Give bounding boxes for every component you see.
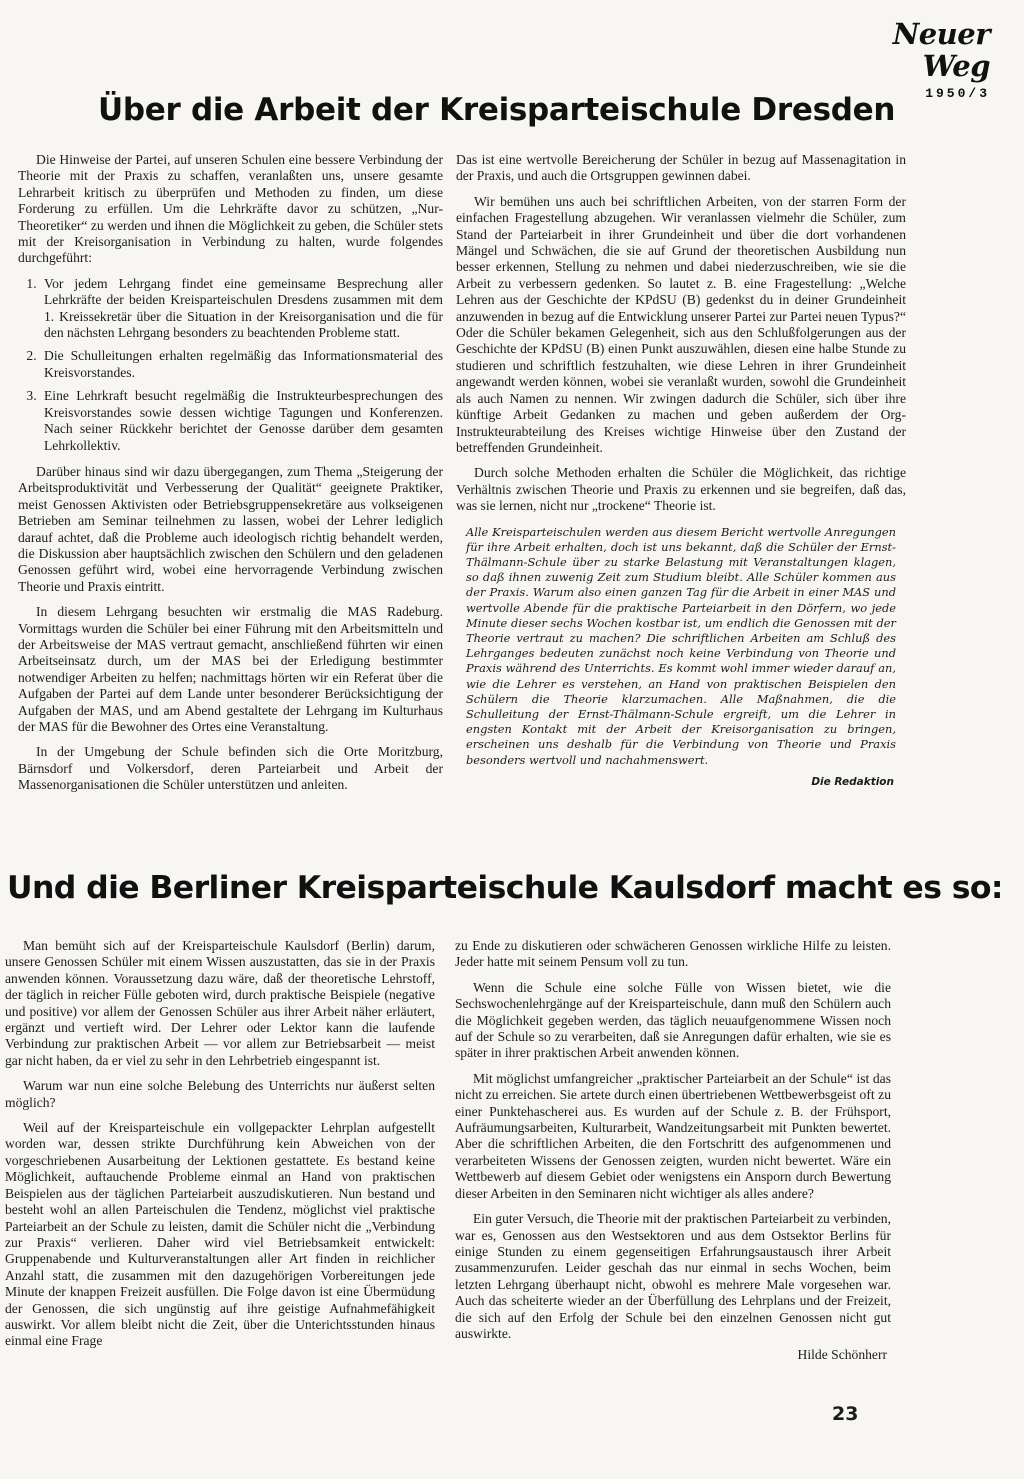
article2-paragraph: Man bemüht sich auf der Kreisparteischule Kaulsdorf (Berlin) darum, unsere Genossen Schüler mit einem Wissen auszustatten, das sie in der Praxis anwenden können. Voraussetzung dazu wäre, daß der theoretische Lehrstoff, der täglich in reicher Fülle geboten wird, durch praktische Beispiele (negative und positive) vor allem der Genossen Schüler aus ihrer Arbeit näher erläutert, ergänzt und vertieft wird. Der Lehrer oder Lektor kann die laufende Verbindung zur praktischen Arbeit — vor allem zur Betriebsarbeit — meist gar nicht haben, da er viel zu sehr in den Lehrbetrieb eingespannt ist. (5, 938, 435, 1068)
article2-paragraph: Weil auf der Kreisparteischule ein vollgepackter Lehrplan aufgestellt worden war, dessen strikte Durchführung kein Abweichen von der vorgeschriebenen Ausarbeitung der Lektionen gestattete. Es bestand keine Möglichkeit, auftauchende Probleme einmal an Hand von praktischen Beispielen aus der täglichen Parteiarbeit auszudiskutieren. Nun bestand und besteht wohl an allen Parteischulen die Tendenz, möglichst viel praktische Parteiarbeit an der Schule zu leisten, damit die Schüler nicht die „Verbindung zur Praxis“ verlieren. Daher wird viel Betriebsamkeit entwickelt: Gruppenabende und Kulturveranstaltungen aller Art finden in reichlicher Anzahl statt, die zusammen mit den dazugehörigen Vorbereitungen jede Minute der knappen Freizeit ausfüllen. Die Folge davon ist eine Übermüdung der Genossen, die sich ungünstig auf ihre geistige Aufnahmefähigkeit auswirkt. Vor allem bleibt nicht die Zeit, über die Unterichtsstunden hinaus einmal eine Frage (5, 1120, 435, 1349)
article2-paragraph: Mit möglichst umfangreicher „praktischer Parteiarbeit an der Schule“ ist das nicht zu erreichen. Sie artete durch einen übertriebenen Wettbewerbsgeist oft zu einer Punktehascherei aus. Es wurden auf der Schule z. B. der Frühsport, Aufräumungsarbeiten, Kulturarbeit, Wandzeitungsarbeit mit Punkten bewertet. Aber die schriftlichen Arbeiten, die den Fortschritt des aufgenommenen und verarbeiteten Wissens der Genossen zeigten, wurden nicht bewertet. Wäre ein Wettbewerb auf diesem Gebiet oder wenigstens ein Ansporn durch Bewertung dieser Arbeiten in den Seminaren nicht wichtiger als alles andere? (455, 1070, 891, 1201)
article2-paragraph: Warum war nun eine solche Belebung des Unterrichts nur äußerst selten möglich? (5, 1078, 435, 1110)
article1-paragraph: Darüber hinaus sind wir dazu übergegangen, zum Thema „Steigerung der Arbeitsproduktivität und Verbesserung der Qualität“ geeignete Praktiker, meist Genossen Aktivisten oder Betriebsgruppensekretäre aus volkseigenen Betrieben am Seminar teilnehmen zu lassen, wobei der Lehrer lediglich darauf achtet, daß die Probleme auch ideologisch richtig behandelt werden, die Diskussion aber hauptsächlich zwischen den Schülern und den geladenen Genossen geführt wird, wobei eine hervorragende Verbindung zwischen Theorie und Praxis eintritt. (18, 463, 443, 594)
article2-title: Und die Berliner Kreisparteischule Kaulsdorf macht es so: (7, 870, 1003, 906)
editor-signature: Die Redaktion (811, 775, 894, 788)
article1-intro: Die Hinweise der Partei, auf unseren Schulen eine bessere Verbindung der Theorie mit der Praxis zu schaffen, veranlaßten uns, unsere gesamte Lehrarbeit kritisch zu überprüfen und Methoden zu finden, um diese Forderung zu erfüllen. Um die Lehrkräfte davor zu schützen, „Nur-Theoretiker“ zu werden und ihnen die Möglichkeit zu geben, die Schüler stets mit der Kreisorganisation in Verbindung zu halten, wurde folgendes durchgeführt: (18, 152, 443, 266)
article1-list-item: 2. Die Schulleitungen erhalten regelmäßig das Informationsmaterial des Kreisvorstandes. (40, 348, 443, 381)
article2-paragraph: Wenn die Schule eine solche Fülle von Wissen bietet, wie die Sechswochenlehrgänge auf der Kreisparteischule, dann muß den Schülern auch die Möglichkeit gegeben werden, das täglich neuaufgenommene Wissen noch auf der Schule so zu verarbeiten, daß sie Anregungen dafür erhalten, wie sie es später in ihrer praktischen Arbeit anwenden können. (455, 979, 891, 1061)
editor-note: Alle Kreisparteischulen werden aus diesem Bericht wertvolle Anregungen für ihre Arbeit erhalten, doch ist uns bekannt, daß die Schüler der Ernst-Thälmann-Schule über zu starke Belastung mit Veranstaltungen klagen, so daß ihnen zuwenig Zeit zum Studium bleibt. Alle Schüler kommen aus der Praxis. Warum also einen ganzen Tag für die Arbeit in einer MAS und wertvolle Abende für die praktische Parteiarbeit in den Dörfern, wo jede Minute dieser sechs Wochen kostbar ist, um endlich die Genossen mit der Theorie vertraut zu machen? Die schriftlichen Arbeiten am Schluß des Lehrganges bedeuten zunächst noch keine Verbindung von Theorie und Praxis während des Unterrichts. Es kommt wohl immer wieder darauf an, wie die Lehrer es verstehen, an Hand von praktischen Beispielen den Schülern die Theorie klarzumachen. Alle Maßnahmen, die die Schulleitung der Ernst-Thälmann-Schule ergreift, um die Lehrer in engsten Kontakt mit der Arbeit der Kreisorganisation zu bringen, erscheinen uns deshalb für die Verbindung von Theorie und Praxis besonders wertvoll und nachahmenswert. (466, 524, 896, 767)
article1-list (18, 276, 443, 454)
article1-paragraph: Durch solche Methoden erhalten die Schüler die Möglichkeit, das richtige Verhältnis zwischen Theorie und Praxis zu erkennen und sie begreifen, daß das, was sie lernen, nicht nur „trockene“ Theorie ist. (456, 465, 906, 514)
article1-list-item: 1. Vor jedem Lehrgang findet eine gemeinsame Besprechung aller Lehrkräfte der beiden Kreisparteischulen Dresdens zusammen mit dem 1. Kreissekretär über die Situation in der Kreisorganisation und die für den nächsten Lehrgang besonders zu beachtenden Probleme statt. (40, 276, 443, 342)
article2-paragraph: Ein guter Versuch, die Theorie mit der praktischen Parteiarbeit zu verbinden, war es, Genossen aus den Westsektoren und aus dem Ostsektor Berlins für einige Stunden zu einem gegenseitigen Erfahrungsaustausch ihrer Arbeit zusammenzurufen. Leider geschah das nur einmal in sechs Wochen, beim letzten Lehrgang überhaupt nicht, obwohl es mehrere Male vorgesehen war. Auch das scheiterte wieder an der Überfüllung des Lehrplans und der Freizeit, die sich auf den Erfolg der Schule bei den einzelnen Genossen nicht gut auswirkte. (455, 1211, 891, 1341)
article2-column-left (5, 938, 435, 1359)
article2-column-right (455, 938, 891, 1364)
article2-author: Hilde Schönherr (797, 1347, 887, 1363)
masthead-issue: 1950/3 (925, 86, 990, 101)
article1-paragraph: In diesem Lehrgang besuchten wir erstmalig die MAS Radeburg. Vormittags wurden die Schüler bei einer Führung mit den Arbeitsmitteln und der Arbeitsweise der MAS vertraut gemacht, anschließend führten wir einen Arbeitseinsatz durch, um der MAS bei der Erledigung bestimmter notwendiger Arbeiten zu helfen; nachmittags hörten wir ein Referat über die Aufgaben der Partei auf dem Lande unter besonderer Berücksichtigung der Aufgaben der MAS, und am Abend gestaltete der Lehrgang im Kulturhaus der MAS für die Bewohner des Ortes eine Veranstaltung. (18, 604, 443, 734)
article2-paragraph: zu Ende zu diskutieren oder schwächeren Genossen wirkliche Hilfe zu leisten. Jeder hatte mit seinem Pensum voll zu tun. (455, 938, 891, 970)
article1-list-item: 3. Eine Lehrkraft besucht regelmäßig die Instrukteurbesprechungen des Kreisvorstandes sowie dessen wichtige Tagungen und Konferenzen. Nach seiner Rückkehr berichtet der Genosse darüber dem gesamten Lehrkollektiv. (40, 388, 443, 454)
page-number: 23 (832, 1403, 859, 1425)
article1-column-right (456, 152, 906, 790)
article1-title: Über die Arbeit der Kreisparteischule Dresden (98, 92, 896, 128)
article1-paragraph: Wir bemühen uns auch bei schriftlichen Arbeiten, von der starren Form der einfachen Fragestellung abzugehen. Wir veranlassen vielmehr die Schüler, zum Stand der Parteiarbeit in ihrer Grundeinheit und über die dort vorhandenen Mängel und Schwächen, die sie auf Grund der theoretischen Ausbildung nun besser erkennen, Stellung zu nehmen und dabei niederzuschreiben, wie sie die Arbeit zu verbessern gedenken. So lautet z. B. eine Fragestellung: „Welche Lehren aus der Geschichte der KPdSU (B) gedenkst du in deiner Grundeinheit anzuwenden in bezug auf die Entwicklung unserer Partei zur Partei neuen Typus?“ Oder die Schüler bekamen Gelegenheit, sich aus den Schlußfolgerungen aus der Geschichte der KPdSU (B) einen Punkt auszuwählen, diesen eine halbe Stunde zu studieren und schriftlich festzuhalten, wie diese Lehren in ihrer Grundeinheit angewandt werden können, wobei sie veranlaßt wurden, sowohl die Grundeinheit als auch Namen zu nennen. Wir zwingen dadurch die Schüler, sich über ihre künftige Arbeit Gedanken zu machen und geben außerdem der Org-Instrukteurabteilung des Kreises wichtige Hinweise über den Zustand der betreffenden Grundeinheit. (456, 193, 906, 455)
article1-column-left (18, 152, 443, 803)
masthead (860, 18, 990, 101)
article1-paragraph: Das ist eine wertvolle Bereicherung der Schüler in bezug auf Massenagitation in der Praxis, und auch die Ortsgruppen gewinnen dabei. (456, 152, 906, 184)
masthead-title: Neuer Weg (892, 17, 990, 83)
article1-paragraph: In der Umgebung der Schule befinden sich die Orte Moritzburg, Bärnsdorf und Volkersdorf, deren Parteiarbeit und Arbeit der Massenorganisationen die Schüler unterstützen und anleiten. (18, 744, 443, 793)
